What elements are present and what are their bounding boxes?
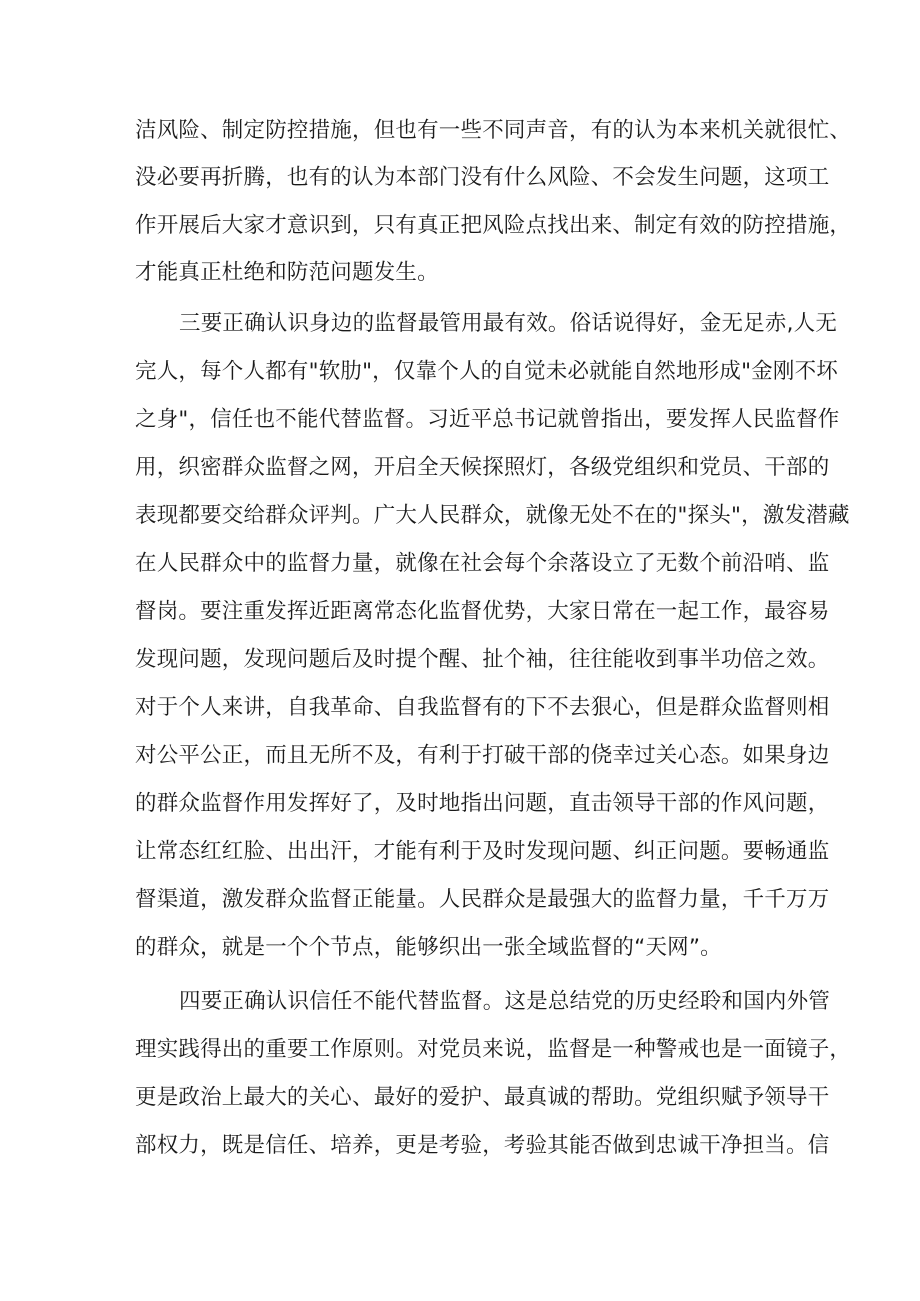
text-line: 督岗。要注重发挥近距离常态化监督优势，大家日常在一起工作，最容易 xyxy=(135,599,830,624)
text-line: 理实践得出的重要工作原则。对党员来说，监督是一种警戒也是一面镜子， xyxy=(135,1037,852,1062)
text-line: 对公平公正，而且无所不及，有利于打破干部的侥幸过关心态。如果身边 xyxy=(135,743,830,768)
text-line: 发现问题，发现问题后及时提个醒、扯个袖，往往能收到事半功倍之效。 xyxy=(135,647,830,672)
text-line: 在人民群众中的监督力量，就像在社会每个余落设立了无数个前沿哨、监 xyxy=(135,551,830,576)
text-line: 对于个人来讲，自我革命、自我监督有的下不去狠心，但是群众监督则相 xyxy=(135,695,830,720)
text-line: 表现都要交给群众评判。广大人民群众，就像无处不在的"探头"，激发潜藏 xyxy=(135,503,850,528)
text-line: 更是政治上最大的关心、最好的爱护、最真诚的帮助。党组织赋予领导干 xyxy=(135,1085,830,1110)
text-line: 用，织密群众监督之网，开启全天候探照灯，各级党组织和党员、干部的 xyxy=(135,455,830,480)
text-line: 督渠道，激发群众监督正能量。人民群众是最强大的监督力量，千千万万 xyxy=(135,887,830,912)
text-line: 才能真正杜绝和防范问题发生。 xyxy=(135,260,439,285)
text-line: 让常态红红脸、出出汗，才能有利于及时发现问题、纠正问题。要畅通监 xyxy=(135,839,830,864)
text-line: 完人，每个人都有"软肋"，仅靠个人的自觉未必就能自然地形成"金刚不坏 xyxy=(135,359,838,384)
text-line: 作开展后大家才意识到，只有真正把风险点找出来、制定有效的防控措施， xyxy=(135,213,852,238)
text-line: 之身"，信任也不能代替监督。习近平总书记就曾指出，要发挥人民监督作 xyxy=(135,407,840,432)
text-line: 洁风险、制定防控措施，但也有一些不同声音，有的认为本来机关就很忙、 xyxy=(135,118,852,143)
paragraph-start-line: 三要正确认识身边的监督最管用最有效。俗话说得好，金无足赤,人无 xyxy=(179,311,838,336)
paragraph-start-line: 四要正确认识信任不能代替监督。这是总结党的历史经聆和国内外管 xyxy=(179,989,831,1014)
text-line: 没必要再折腾，也有的认为本部门没有什么风险、不会发生问题，这项工 xyxy=(135,165,830,190)
text-line: 的群众，就是一个个节点，能够织出一张全域监督的“天网”。 xyxy=(135,935,722,960)
text-line: 的群众监督作用发挥好了，及时地指出问题，直击领导干部的作风问题， xyxy=(135,791,830,816)
text-line: 部权力，既是信任、培养，更是考验，考验其能否做到忠诚干净担当。信 xyxy=(135,1133,830,1158)
